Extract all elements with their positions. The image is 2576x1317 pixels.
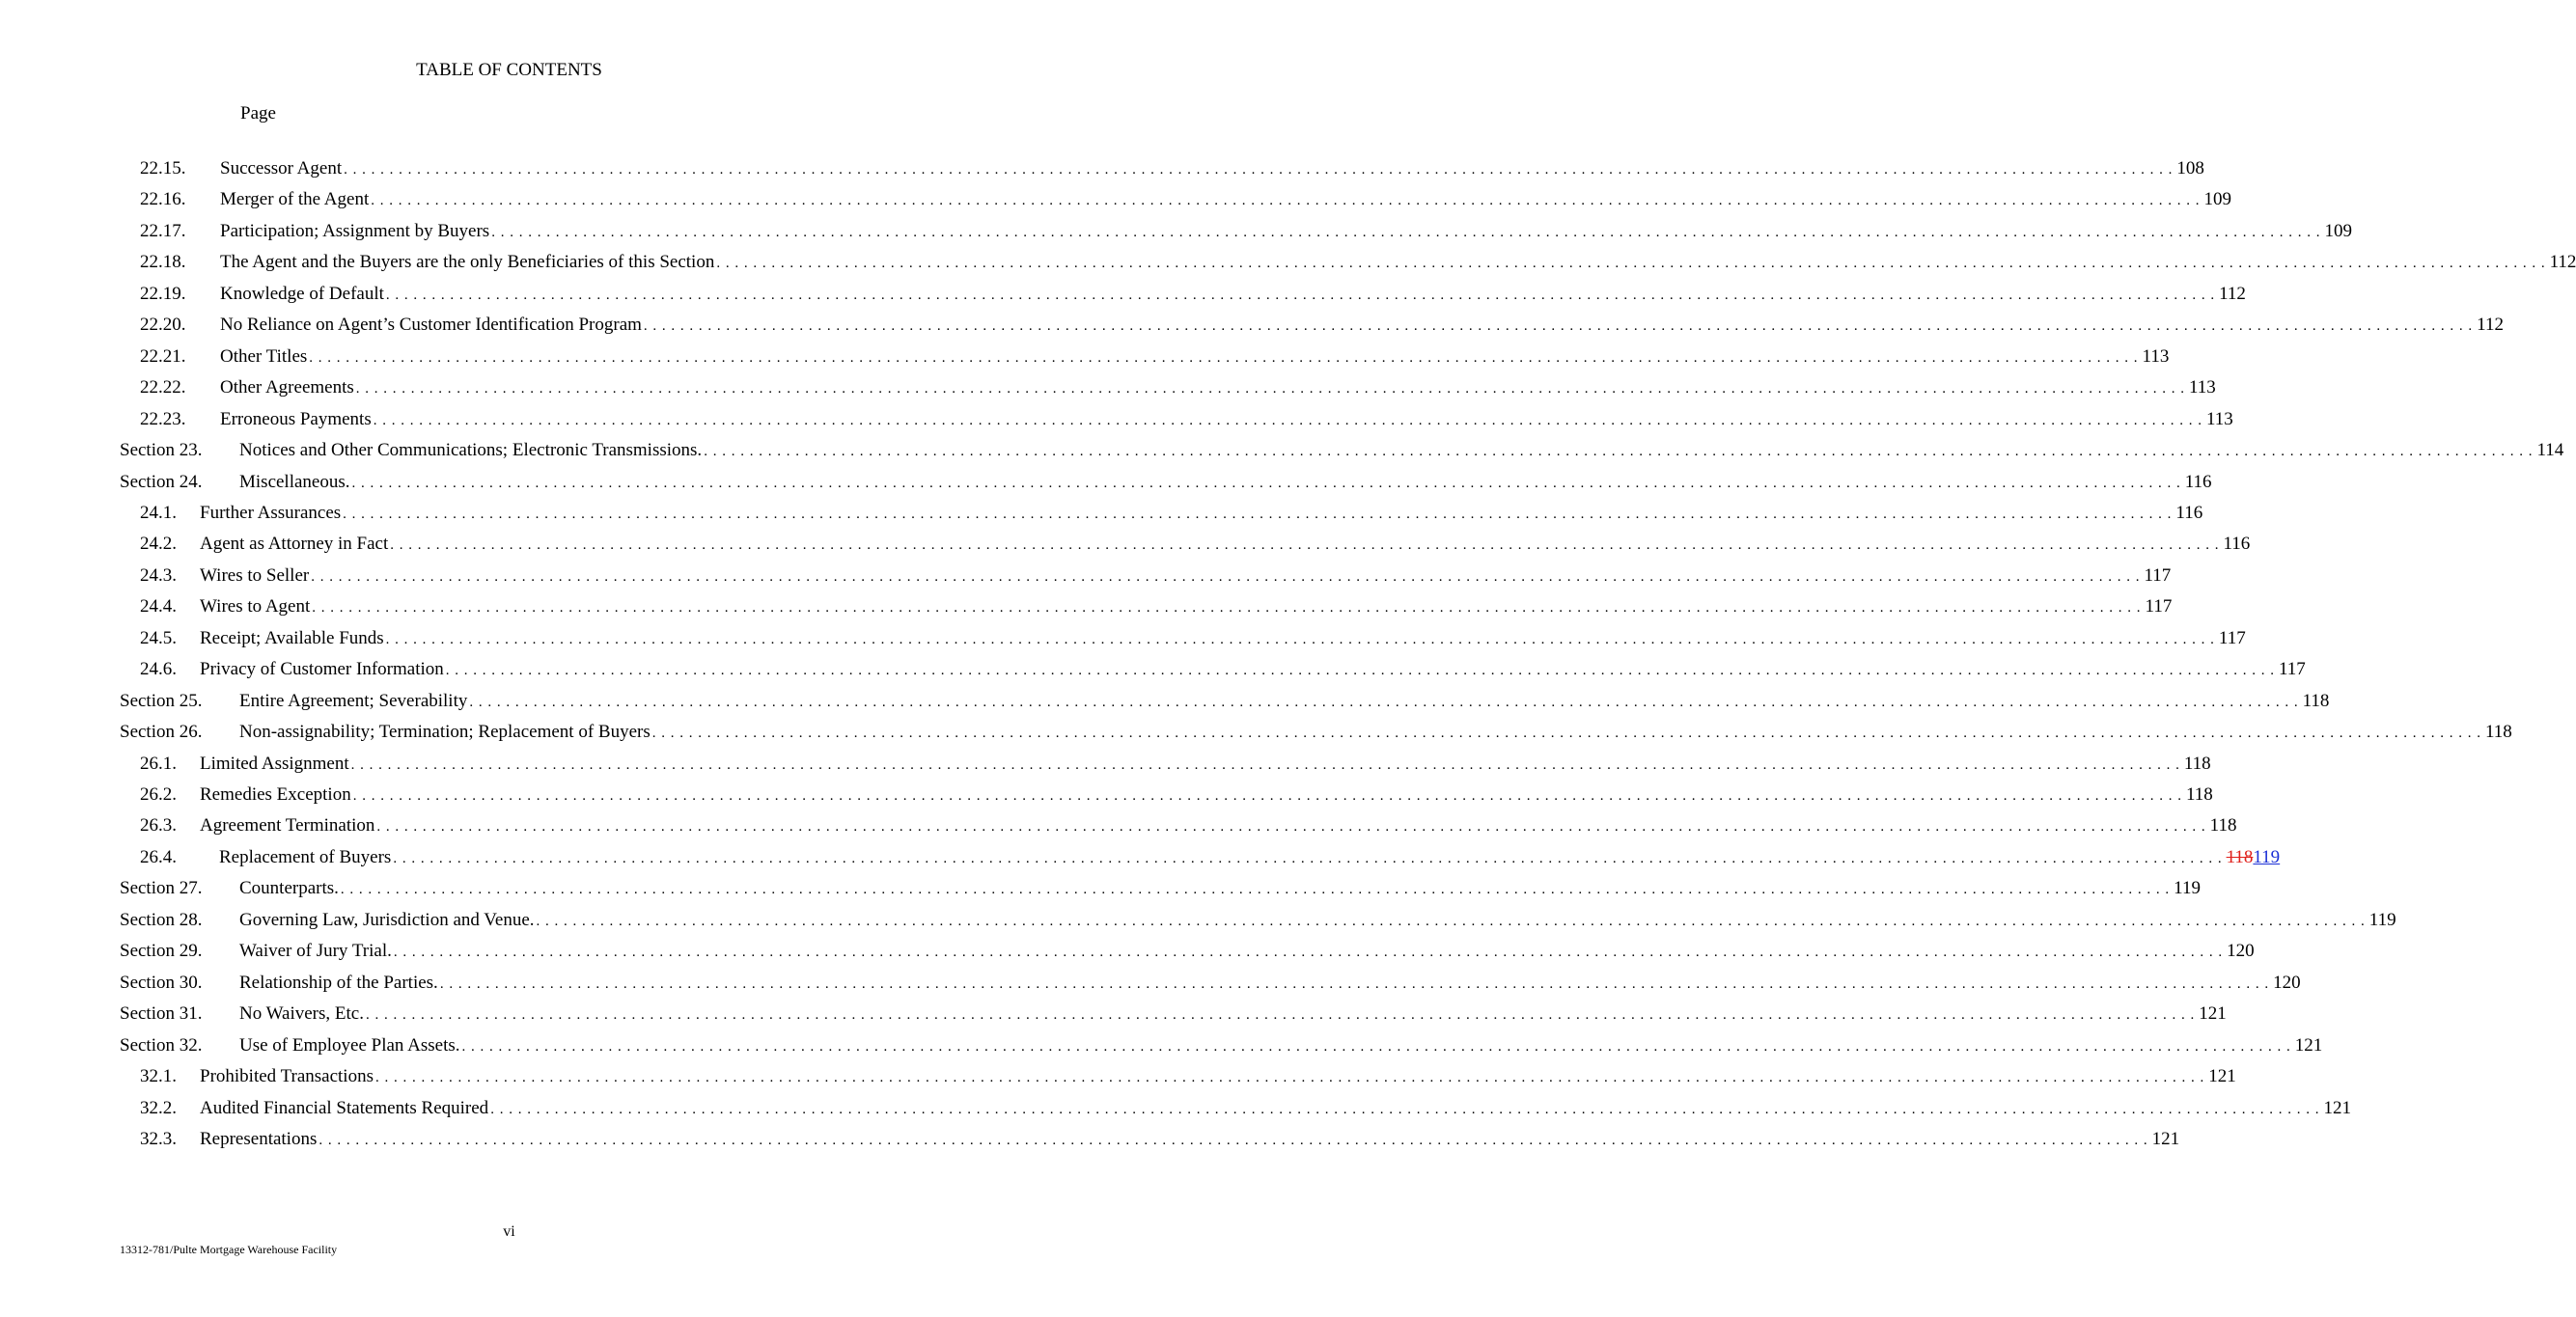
dot-leader: . . . . . . . . . . . . . . . . . . . . . . . . . . . . . . . . . . . . . . . . . . . . . . . . . . . . . . . . . . . . . . . . . . . . . . . . . . . . . . . . . . . . . . . . . . . . . . . . . . . . . . . . . . . . . . . . . . . . . . . . . . . . . . . . . . . . . . . . . . . . . . . . . . . . . . . . . . . . . . . . . . . . . . . . . . . . . . . . . . . . . . . . . . . . . . . . . . . . . . . . [355, 381, 2186, 398]
entry-title: Merger of the Agent [220, 189, 370, 210]
entry-page: 116 [2223, 534, 2251, 555]
dot-leader: . . . . . . . . . . . . . . . . . . . . . . . . . . . . . . . . . . . . . . . . . . . . . . . . . . . . . . . . . . . . . . . . . . . . . . . . . . . . . . . . . . . . . . . . . . . . . . . . . . . . . . . . . . . . . . . . . . . . . . . . . . . . . . . . . . . . . . . . . . . . . . . . . . . . . . . . . . . . . . . . . . . . . . . . . . . . . . . . . . . . . . . . . . . . . . . . . . . . . . . . [312, 600, 2142, 617]
entry-number: 22.21. [140, 345, 186, 367]
dot-leader: . . . . . . . . . . . . . . . . . . . . . . . . . . . . . . . . . . . . . . . . . . . . . . . . . . . . . . . . . . . . . . . . . . . . . . . . . . . . . . . . . . . . . . . . . . . . . . . . . . . . . . . . . . . . . . . . . . . . . . . . . . . . . . . . . . . . . . . . . . . . . . . . . . . . . . . . . . . . . . . . . . . . . . . . . . . . . . . . . . . . . . . . . . . . . . . . . . . . . . . . [439, 975, 2270, 992]
entry-page: 118 [2183, 753, 2211, 774]
entry-number: Section 25. [120, 690, 203, 711]
entry-number: Section 31. [120, 1003, 203, 1025]
toc-entry[interactable] [140, 345, 2170, 370]
dot-leader: . . . . . . . . . . . . . . . . . . . . . . . . . . . . . . . . . . . . . . . . . . . . . . . . . . . . . . . . . . . . . . . . . . . . . . . . . . . . . . . . . . . . . . . . . . . . . . . . . . . . . . . . . . . . . . . . . . . . . . . . . . . . . . . . . . . . . . . . . . . . . . . . . . . . . . . . . . . . . . . . . . . . . . . . . . . . . . . . . . . . . . . . . . . . . . . . . . . . . . . . [643, 318, 2474, 335]
entry-number: 32.2. [140, 1097, 177, 1118]
toc-entry[interactable] [140, 315, 2504, 338]
entry-number: 24.6. [140, 659, 177, 680]
entry-title: Other Titles [220, 345, 308, 367]
document-id: 13312-781/Pulte Mortgage Warehouse Facility [120, 1243, 338, 1256]
toc-entry[interactable] [120, 690, 2330, 714]
toc-entry[interactable] [140, 377, 2216, 400]
toc-entry[interactable] [120, 440, 2564, 463]
entry-title: Governing Law, Jurisdiction and Venue. [239, 909, 535, 930]
dot-leader: . . . . . . . . . . . . . . . . . . . . . . . . . . . . . . . . . . . . . . . . . . . . . . . . . . . . . . . . . . . . . . . . . . . . . . . . . . . . . . . . . . . . . . . . . . . . . . . . . . . . . . . . . . . . . . . . . . . . . . . . . . . . . . . . . . . . . . . . . . . . . . . . . . . . . . . . . . . . . . . . . . . . . . . . . . . . . . . . . . . . . . . . . . . . . . . . . . . . . . . . [350, 756, 2180, 773]
entry-title: Erroneous Payments [220, 408, 372, 429]
entry-number: 22.22. [140, 377, 186, 398]
toc-entry[interactable] [140, 1097, 2351, 1121]
toc-entry[interactable] [140, 252, 2576, 275]
toc-entry[interactable] [140, 1066, 2236, 1089]
deleted-page-number: 118 [2226, 846, 2254, 867]
dot-leader: . . . . . . . . . . . . . . . . . . . . . . . . . . . . . . . . . . . . . . . . . . . . . . . . . . . . . . . . . . . . . . . . . . . . . . . . . . . . . . . . . . . . . . . . . . . . . . . . . . . . . . . . . . . . . . . . . . . . . . . . . . . . . . . . . . . . . . . . . . . . . . . . . . . . . . . . . . . . . . . . . . . . . . . . . . . . . . . . . . . . . . . . . . . . . . . . . . . . . . . . [490, 1101, 2320, 1117]
entry-title: Limited Assignment [200, 753, 349, 774]
toc-entry[interactable] [140, 753, 2211, 777]
toc-entry[interactable] [120, 722, 2512, 745]
toc-entry[interactable] [120, 1003, 2227, 1027]
entry-page: 120 [2227, 941, 2255, 962]
dot-leader: . . . . . . . . . . . . . . . . . . . . . . . . . . . . . . . . . . . . . . . . . . . . . . . . . . . . . . . . . . . . . . . . . . . . . . . . . . . . . . . . . . . . . . . . . . . . . . . . . . . . . . . . . . . . . . . . . . . . . . . . . . . . . . . . . . . . . . . . . . . . . . . . . . . . . . . . . . . . . . . . . . . . . . . . . . . . . . . . . . . . . . . . . . . . . . . . . . . . . . . . [351, 475, 2181, 491]
entry-page: 112 [2219, 283, 2246, 304]
dot-leader: . . . . . . . . . . . . . . . . . . . . . . . . . . . . . . . . . . . . . . . . . . . . . . . . . . . . . . . . . . . . . . . . . . . . . . . . . . . . . . . . . . . . . . . . . . . . . . . . . . . . . . . . . . . . . . . . . . . . . . . . . . . . . . . . . . . . . . . . . . . . . . . . . . . . . . . . . . . . . . . . . . . . . . . . . . . . . . . . . . . . . . . . . . . . . . . . . . . . . . . . [319, 1132, 2148, 1148]
entry-title: No Reliance on Agent’s Customer Identification Program [220, 315, 642, 336]
entry-page: 113 [2189, 377, 2216, 398]
entry-page: 108 [2176, 158, 2204, 178]
page-column-label: Page [240, 103, 276, 123]
entry-title: Waiver of Jury Trial. [239, 941, 392, 962]
dot-leader: . . . . . . . . . . . . . . . . . . . . . . . . . . . . . . . . . . . . . . . . . . . . . . . . . . . . . . . . . . . . . . . . . . . . . . . . . . . . . . . . . . . . . . . . . . . . . . . . . . . . . . . . . . . . . . . . . . . . . . . . . . . . . . . . . . . . . . . . . . . . . . . . . . . . . . . . . . . . . . . . . . . . . . . . . . . . . . . . . . . . . . . . . . . . . . . . . . . . . . . . [352, 788, 2182, 804]
toc-entry[interactable] [120, 878, 2201, 901]
entry-number: 24.5. [140, 627, 177, 648]
entry-title: No Waivers, Etc. [239, 1003, 364, 1025]
entry-page: 116 [2175, 502, 2203, 523]
toc-entry[interactable] [140, 659, 2306, 682]
entry-title: The Agent and the Buyers are the only Beneficiaries of this Section [220, 252, 715, 273]
dot-leader: . . . . . . . . . . . . . . . . . . . . . . . . . . . . . . . . . . . . . . . . . . . . . . . . . . . . . . . . . . . . . . . . . . . . . . . . . . . . . . . . . . . . . . . . . . . . . . . . . . . . . . . . . . . . . . . . . . . . . . . . . . . . . . . . . . . . . . . . . . . . . . . . . . . . . . . . . . . . . . . . . . . . . . . . . . . . . . . . . . . . . . . . . . . . . . . . . . . . . . . . [309, 349, 2139, 366]
dot-leader: . . . . . . . . . . . . . . . . . . . . . . . . . . . . . . . . . . . . . . . . . . . . . . . . . . . . . . . . . . . . . . . . . . . . . . . . . . . . . . . . . . . . . . . . . . . . . . . . . . . . . . . . . . . . . . . . . . . . . . . . . . . . . . . . . . . . . . . . . . . . . . . . . . . . . . . . . . . . . . . . . . . . . . . . . . . . . . . . . . . . . . . . . . . . . . . . . . . . . . . . [716, 256, 2546, 272]
toc-entry[interactable] [140, 502, 2203, 526]
entry-number: 22.17. [140, 220, 186, 241]
toc-entry[interactable] [140, 627, 2246, 651]
entry-page: 117 [2279, 659, 2306, 680]
entry-number: Section 28. [120, 909, 203, 930]
entry-title: Use of Employee Plan Assets. [239, 1034, 460, 1056]
entry-number: Section 32. [120, 1034, 203, 1056]
entry-number: Section 23. [120, 440, 203, 461]
entry-title: Remedies Exception [200, 784, 351, 805]
entry-page: 117 [2145, 596, 2173, 617]
entry-number: 22.23. [140, 408, 186, 429]
dot-leader: . . . . . . . . . . . . . . . . . . . . . . . . . . . . . . . . . . . . . . . . . . . . . . . . . . . . . . . . . . . . . . . . . . . . . . . . . . . . . . . . . . . . . . . . . . . . . . . . . . . . . . . . . . . . . . . . . . . . . . . . . . . . . . . . . . . . . . . . . . . . . . . . . . . . . . . . . . . . . . . . . . . . . . . . . . . . . . . . . . . . . . . . . . . . . . . . . . . . . . . . [365, 1007, 2196, 1024]
entry-title: Counterparts. [239, 878, 339, 899]
entry-number: 22.18. [140, 252, 186, 273]
entry-page: 113 [2142, 345, 2170, 367]
toc-entry[interactable] [140, 220, 2352, 244]
entry-page: 118 [2209, 815, 2237, 837]
entry-page: 113 [2205, 408, 2233, 429]
entry-page: 118 [2484, 722, 2512, 743]
toc-entry[interactable] [120, 1034, 2323, 1058]
toc-entry-revised[interactable] [140, 846, 2281, 870]
entry-page: 120 [2273, 972, 2301, 993]
dot-leader: . . . . . . . . . . . . . . . . . . . . . . . . . . . . . . . . . . . . . . . . . . . . . . . . . . . . . . . . . . . . . . . . . . . . . . . . . . . . . . . . . . . . . . . . . . . . . . . . . . . . . . . . . . . . . . . . . . . . . . . . . . . . . . . . . . . . . . . . . . . . . . . . . . . . . . . . . . . . . . . . . . . . . . . . . . . . . . . . . . . . . . . . . . . . . . . . . . . . . . . . [393, 945, 2224, 961]
entry-title: Privacy of Customer Information [200, 659, 444, 680]
toc-title: TABLE OF CONTENTS [416, 60, 602, 80]
dot-leader: . . . . . . . . . . . . . . . . . . . . . . . . . . . . . . . . . . . . . . . . . . . . . . . . . . . . . . . . . . . . . . . . . . . . . . . . . . . . . . . . . . . . . . . . . . . . . . . . . . . . . . . . . . . . . . . . . . . . . . . . . . . . . . . . . . . . . . . . . . . . . . . . . . . . . . . . . . . . . . . . . . . . . . . . . . . . . . . . . . . . . . . . . . . . . . . . . . . . . . . . [536, 913, 2366, 929]
entry-title: Knowledge of Default [220, 283, 384, 304]
entry-number: 24.4. [140, 596, 177, 617]
entry-title: Entire Agreement; Severability [239, 690, 468, 711]
dot-leader: . . . . . . . . . . . . . . . . . . . . . . . . . . . . . . . . . . . . . . . . . . . . . . . . . . . . . . . . . . . . . . . . . . . . . . . . . . . . . . . . . . . . . . . . . . . . . . . . . . . . . . . . . . . . . . . . . . . . . . . . . . . . . . . . . . . . . . . . . . . . . . . . . . . . . . . . . . . . . . . . . . . . . . . . . . . . . . . . . . . . . . . . . . . . . . . . . . . . . . . . [340, 882, 2171, 898]
entry-page: 118 [2185, 784, 2213, 805]
dot-leader: . . . . . . . . . . . . . . . . . . . . . . . . . . . . . . . . . . . . . . . . . . . . . . . . . . . . . . . . . . . . . . . . . . . . . . . . . . . . . . . . . . . . . . . . . . . . . . . . . . . . . . . . . . . . . . . . . . . . . . . . . . . . . . . . . . . . . . . . . . . . . . . . . . . . . . . . . . . . . . . . . . . . . . . . . . . . . . . . . . . . . . . . . . . . . . . . . . . . . . . . [374, 1070, 2205, 1086]
entry-title: Agreement Termination [200, 815, 375, 837]
dot-leader: . . . . . . . . . . . . . . . . . . . . . . . . . . . . . . . . . . . . . . . . . . . . . . . . . . . . . . . . . . . . . . . . . . . . . . . . . . . . . . . . . . . . . . . . . . . . . . . . . . . . . . . . . . . . . . . . . . . . . . . . . . . . . . . . . . . . . . . . . . . . . . . . . . . . . . . . . . . . . . . . . . . . . . . . . . . . . . . . . . . . . . . . . . . . . . . . . . . . . . . . [376, 819, 2206, 836]
entry-title: Replacement of Buyers [219, 846, 392, 867]
entry-title: Miscellaneous. [239, 471, 350, 492]
entry-number: 32.1. [140, 1066, 177, 1087]
entry-page: 121 [2208, 1066, 2236, 1087]
entry-page: 112 [2549, 252, 2576, 273]
entry-title: Non-assignability; Termination; Replacement of Buyers [239, 722, 651, 743]
entry-title: Participation; Assignment by Buyers [220, 220, 490, 241]
dot-leader: . . . . . . . . . . . . . . . . . . . . . . . . . . . . . . . . . . . . . . . . . . . . . . . . . . . . . . . . . . . . . . . . . . . . . . . . . . . . . . . . . . . . . . . . . . . . . . . . . . . . . . . . . . . . . . . . . . . . . . . . . . . . . . . . . . . . . . . . . . . . . . . . . . . . . . . . . . . . . . . . . . . . . . . . . . . . . . . . . . . . . . . . . . . . . . . . . . . . . . . . [461, 1038, 2291, 1055]
dot-leader: . . . . . . . . . . . . . . . . . . . . . . . . . . . . . . . . . . . . . . . . . . . . . . . . . . . . . . . . . . . . . . . . . . . . . . . . . . . . . . . . . . . . . . . . . . . . . . . . . . . . . . . . . . . . . . . . . . . . . . . . . . . . . . . . . . . . . . . . . . . . . . . . . . . . . . . . . . . . . . . . . . . . . . . . . . . . . . . . . . . . . . . . . . . . . . . . . . . . . . . . [704, 444, 2534, 460]
entry-number: Section 30. [120, 972, 203, 993]
entry-number: 26.4. [140, 846, 177, 867]
entry-number: 24.1. [140, 502, 177, 523]
entry-number: Section 29. [120, 941, 203, 962]
toc-entry[interactable] [140, 534, 2251, 557]
dot-leader: . . . . . . . . . . . . . . . . . . . . . . . . . . . . . . . . . . . . . . . . . . . . . . . . . . . . . . . . . . . . . . . . . . . . . . . . . . . . . . . . . . . . . . . . . . . . . . . . . . . . . . . . . . . . . . . . . . . . . . . . . . . . . . . . . . . . . . . . . . . . . . . . . . . . . . . . . . . . . . . . . . . . . . . . . . . . . . . . . . . . . . . . . . . . . . . . . . . . . . . . [371, 193, 2201, 209]
toc-entry[interactable] [120, 909, 2396, 933]
entry-number: Section 27. [120, 878, 203, 899]
toc-entry[interactable] [140, 158, 2204, 181]
entry-number: Section 26. [120, 722, 203, 743]
entry-page: 109 [2203, 189, 2231, 210]
entry-page: 119 [2368, 909, 2396, 930]
dot-leader: . . . . . . . . . . . . . . . . . . . . . . . . . . . . . . . . . . . . . . . . . . . . . . . . . . . . . . . . . . . . . . . . . . . . . . . . . . . . . . . . . . . . . . . . . . . . . . . . . . . . . . . . . . . . . . . . . . . . . . . . . . . . . . . . . . . . . . . . . . . . . . . . . . . . . . . . . . . . . . . . . . . . . . . . . . . . . . . . . . . . . . . . . . . . . . . . . . . . . . . . [390, 537, 2220, 554]
entry-page: 109 [2324, 220, 2352, 241]
entry-number: 26.3. [140, 815, 177, 837]
entry-title: Wires to Agent [200, 596, 311, 617]
toc-entry[interactable] [140, 283, 2246, 307]
toc-entry[interactable] [140, 189, 2231, 212]
toc-entry[interactable] [140, 784, 2213, 808]
dot-leader: . . . . . . . . . . . . . . . . . . . . . . . . . . . . . . . . . . . . . . . . . . . . . . . . . . . . . . . . . . . . . . . . . . . . . . . . . . . . . . . . . . . . . . . . . . . . . . . . . . . . . . . . . . . . . . . . . . . . . . . . . . . . . . . . . . . . . . . . . . . . . . . . . . . . . . . . . . . . . . . . . . . . . . . . . . . . . . . . . . . . . . . . . . . . . . . . . . . . . . . . [385, 631, 2215, 647]
entry-page: 114 [2536, 440, 2564, 461]
dot-leader: . . . . . . . . . . . . . . . . . . . . . . . . . . . . . . . . . . . . . . . . . . . . . . . . . . . . . . . . . . . . . . . . . . . . . . . . . . . . . . . . . . . . . . . . . . . . . . . . . . . . . . . . . . . . . . . . . . . . . . . . . . . . . . . . . . . . . . . . . . . . . . . . . . . . . . . . . . . . . . . . . . . . . . . . . . . . . . . . . . . . . . . . . . . . . . . . . . . . . . . . [373, 412, 2202, 428]
dot-leader: . . . . . . . . . . . . . . . . . . . . . . . . . . . . . . . . . . . . . . . . . . . . . . . . . . . . . . . . . . . . . . . . . . . . . . . . . . . . . . . . . . . . . . . . . . . . . . . . . . . . . . . . . . . . . . . . . . . . . . . . . . . . . . . . . . . . . . . . . . . . . . . . . . . . . . . . . . . . . . . . . . . . . . . . . . . . . . . . . . . . . . . . . . . . . . . . . . . . . . . . [651, 726, 2481, 742]
entry-number: 26.2. [140, 784, 177, 805]
toc-entry[interactable] [140, 408, 2233, 432]
toc-entry[interactable] [120, 941, 2255, 964]
toc-entry[interactable] [120, 972, 2301, 996]
dot-leader: . . . . . . . . . . . . . . . . . . . . . . . . . . . . . . . . . . . . . . . . . . . . . . . . . . . . . . . . . . . . . . . . . . . . . . . . . . . . . . . . . . . . . . . . . . . . . . . . . . . . . . . . . . . . . . . . . . . . . . . . . . . . . . . . . . . . . . . . . . . . . . . . . . . . . . . . . . . . . . . . . . . . . . . . . . . . . . . . . . . . . . . . . . . . . . . . . . . . . . . . [385, 287, 2216, 303]
entry-page: 121 [2323, 1097, 2351, 1118]
entry-number: 22.19. [140, 283, 186, 304]
entry-page: 121 [2199, 1003, 2227, 1025]
entry-page: 119 [2174, 878, 2201, 899]
entry-number: 26.1. [140, 753, 177, 774]
entry-number: 22.20. [140, 315, 186, 336]
toc-entry[interactable] [140, 815, 2237, 838]
entry-number: 24.3. [140, 564, 177, 586]
page-number: vi [503, 1223, 515, 1240]
toc-entry[interactable] [140, 1128, 2180, 1152]
dot-leader: . . . . . . . . . . . . . . . . . . . . . . . . . . . . . . . . . . . . . . . . . . . . . . . . . . . . . . . . . . . . . . . . . . . . . . . . . . . . . . . . . . . . . . . . . . . . . . . . . . . . . . . . . . . . . . . . . . . . . . . . . . . . . . . . . . . . . . . . . . . . . . . . . . . . . . . . . . . . . . . . . . . . . . . . . . . . . . . . . . . . . . . . . . . . . . . . . . . . . . . . [311, 568, 2141, 585]
entry-page [2227, 847, 2281, 868]
entry-title: Further Assurances [200, 502, 342, 523]
entry-number: 32.3. [140, 1128, 177, 1149]
dot-leader: . . . . . . . . . . . . . . . . . . . . . . . . . . . . . . . . . . . . . . . . . . . . . . . . . . . . . . . . . . . . . . . . . . . . . . . . . . . . . . . . . . . . . . . . . . . . . . . . . . . . . . . . . . . . . . . . . . . . . . . . . . . . . . . . . . . . . . . . . . . . . . . . . . . . . . . . . . . . . . . . . . . . . . . . . . . . . . . . . . . . . . . . . . . . . . . . . . . . . . . . [445, 663, 2276, 679]
entry-title: Receipt; Available Funds [200, 627, 384, 648]
entry-page: 117 [2218, 627, 2246, 648]
entry-title: Representations [200, 1128, 318, 1149]
entry-page: 121 [2294, 1034, 2323, 1056]
entry-number: 24.2. [140, 534, 177, 555]
entry-title: Successor Agent [220, 158, 343, 178]
dot-leader: . . . . . . . . . . . . . . . . . . . . . . . . . . . . . . . . . . . . . . . . . . . . . . . . . . . . . . . . . . . . . . . . . . . . . . . . . . . . . . . . . . . . . . . . . . . . . . . . . . . . . . . . . . . . . . . . . . . . . . . . . . . . . . . . . . . . . . . . . . . . . . . . . . . . . . . . . . . . . . . . . . . . . . . . . . . . . . . . . . . . . . . . . . . . . . . . . . . . . . . . [393, 850, 2223, 866]
entry-page: 118 [2302, 690, 2330, 711]
dot-leader: . . . . . . . . . . . . . . . . . . . . . . . . . . . . . . . . . . . . . . . . . . . . . . . . . . . . . . . . . . . . . . . . . . . . . . . . . . . . . . . . . . . . . . . . . . . . . . . . . . . . . . . . . . . . . . . . . . . . . . . . . . . . . . . . . . . . . . . . . . . . . . . . . . . . . . . . . . . . . . . . . . . . . . . . . . . . . . . . . . . . . . . . . . . . . . . . . . . . . . . . [491, 224, 2321, 240]
entry-title: Agent as Attorney in Fact [200, 534, 389, 555]
entry-page: 117 [2144, 564, 2172, 586]
toc-entry[interactable] [140, 596, 2173, 619]
entry-title: Wires to Seller [200, 564, 310, 586]
entry-page: 121 [2151, 1128, 2180, 1149]
dot-leader: . . . . . . . . . . . . . . . . . . . . . . . . . . . . . . . . . . . . . . . . . . . . . . . . . . . . . . . . . . . . . . . . . . . . . . . . . . . . . . . . . . . . . . . . . . . . . . . . . . . . . . . . . . . . . . . . . . . . . . . . . . . . . . . . . . . . . . . . . . . . . . . . . . . . . . . . . . . . . . . . . . . . . . . . . . . . . . . . . . . . . . . . . . . . . . . . . . . . . . . . [344, 162, 2174, 178]
entry-title: Relationship of the Parties. [239, 972, 438, 993]
toc-entry[interactable] [120, 471, 2212, 495]
dot-leader: . . . . . . . . . . . . . . . . . . . . . . . . . . . . . . . . . . . . . . . . . . . . . . . . . . . . . . . . . . . . . . . . . . . . . . . . . . . . . . . . . . . . . . . . . . . . . . . . . . . . . . . . . . . . . . . . . . . . . . . . . . . . . . . . . . . . . . . . . . . . . . . . . . . . . . . . . . . . . . . . . . . . . . . . . . . . . . . . . . . . . . . . . . . . . . . . . . . . . . . . [343, 506, 2173, 522]
entry-number: 22.15. [140, 158, 186, 178]
entry-page: 112 [2477, 315, 2504, 336]
entry-title: Prohibited Transactions [200, 1066, 374, 1087]
entry-page: 116 [2184, 471, 2212, 492]
entry-title: Audited Financial Statements Required [200, 1097, 489, 1118]
entry-title: Notices and Other Communications; Electronic Transmissions. [239, 440, 703, 461]
entry-number: Section 24. [120, 471, 203, 492]
dot-leader: . . . . . . . . . . . . . . . . . . . . . . . . . . . . . . . . . . . . . . . . . . . . . . . . . . . . . . . . . . . . . . . . . . . . . . . . . . . . . . . . . . . . . . . . . . . . . . . . . . . . . . . . . . . . . . . . . . . . . . . . . . . . . . . . . . . . . . . . . . . . . . . . . . . . . . . . . . . . . . . . . . . . . . . . . . . . . . . . . . . . . . . . . . . . . . . . . . . . . . . . [469, 694, 2299, 710]
inserted-page-number[interactable]: 119 [2253, 846, 2281, 867]
entry-number: 22.16. [140, 189, 186, 210]
toc-entry[interactable] [140, 564, 2172, 589]
entry-title: Other Agreements [220, 377, 354, 398]
